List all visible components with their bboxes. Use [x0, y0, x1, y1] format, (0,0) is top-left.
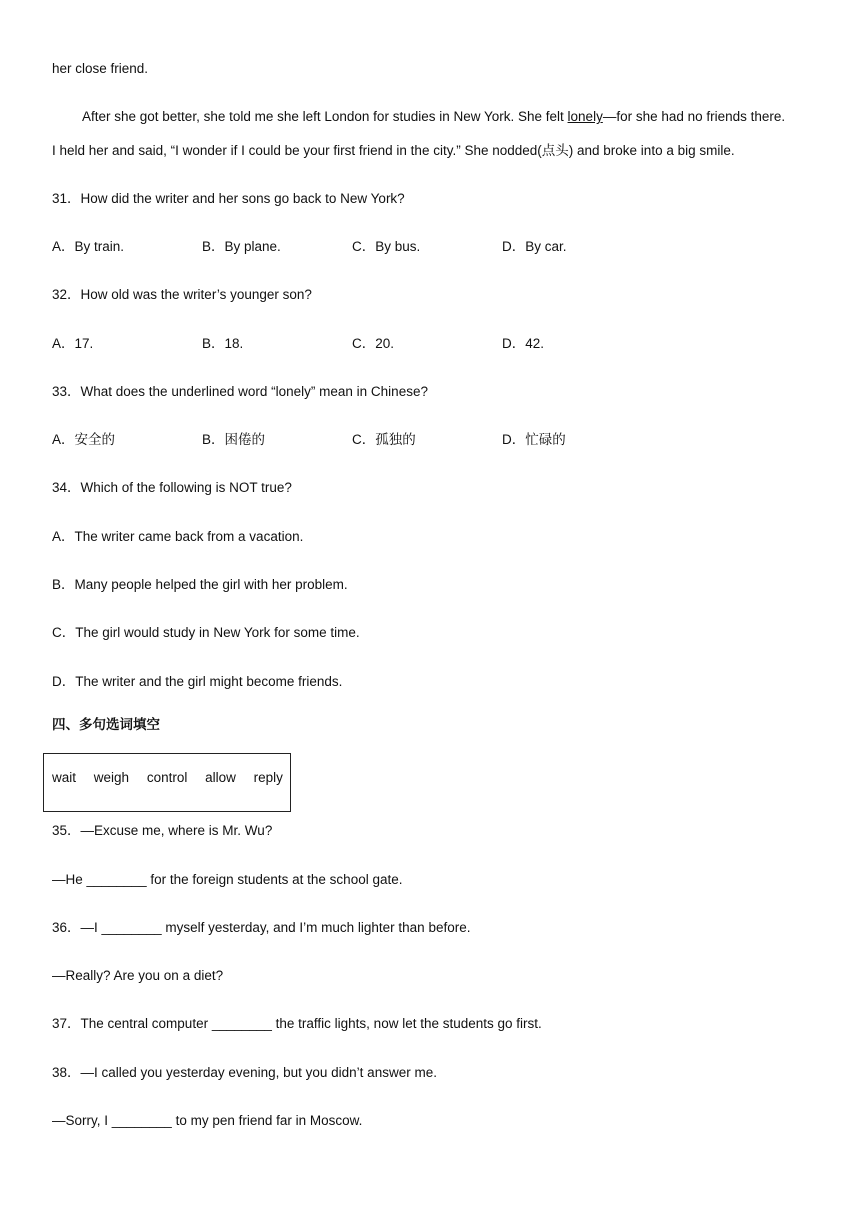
question-37: 37．The central computer ________ the traffic lights, now let the students go first. — [52, 1016, 542, 1031]
option-a: A．安全的 — [52, 432, 116, 447]
question-35: 35．—Excuse me, where is Mr. Wu? — [52, 823, 273, 838]
passage-line-3: I held her and said, “I wonder if I could be your first friend in the city.” She nodded(点头) and broke into a big smile. — [52, 143, 735, 158]
question-36-reply: —Really? Are you on a diet? — [52, 968, 224, 983]
passage-line-2-post: —for she had no friends there. — [602, 109, 786, 124]
option-d: D．忙碌的 — [502, 432, 566, 447]
question-33-options — [52, 430, 672, 450]
passage-line-2 — [82, 107, 785, 127]
question-31: 31．How did the writer and her sons go back to New York? — [52, 191, 405, 206]
option-b: B．Many people helped the girl with her problem. — [52, 577, 348, 592]
passage-line-2-pre: After she got better, she told me she left London for studies in New York. She felt — [82, 109, 568, 124]
question-35-reply: —He ________ for the foreign students at the school gate. — [52, 872, 403, 887]
section-heading: 四、多句选词填空 — [52, 717, 160, 733]
word-item: allow — [205, 770, 236, 785]
word-item: control — [146, 770, 188, 785]
word-item: weigh — [93, 770, 130, 785]
option-c: C．20. — [352, 336, 395, 351]
option-c: C．By bus. — [352, 239, 421, 254]
question-34: 34．Which of the following is NOT true? — [52, 480, 292, 495]
option-d: D．42. — [502, 336, 545, 351]
question-33: 33．What does the underlined word “lonely” mean in Chinese? — [52, 384, 428, 399]
question-32: 32．How old was the writer’s younger son? — [52, 287, 312, 302]
option-b: B．By plane. — [202, 239, 281, 254]
option-b: B．18. — [202, 336, 244, 351]
question-38-reply: —Sorry, I ________ to my pen friend far in Moscow. — [52, 1113, 363, 1128]
word-item: wait — [52, 770, 77, 785]
question-36: 36．—I ________ myself yesterday, and I’m much lighter than before. — [52, 920, 471, 935]
question-32-options — [52, 334, 672, 354]
option-c: C．孤独的 — [352, 432, 416, 447]
option-a: A．The writer came back from a vacation. — [52, 529, 304, 544]
word-item: reply — [253, 770, 283, 785]
word-list — [52, 768, 283, 788]
option-d: D．The writer and the girl might become friends. — [52, 674, 343, 689]
word-box — [43, 753, 291, 812]
question-38: 38．—I called you yesterday evening, but you didn’t answer me. — [52, 1065, 437, 1080]
option-b: B．困倦的 — [202, 432, 266, 447]
option-d: D．By car. — [502, 239, 567, 254]
option-a: A．By train. — [52, 239, 125, 254]
question-31-options — [52, 237, 672, 257]
option-a: A．17. — [52, 336, 94, 351]
passage-line-1: her close friend. — [52, 61, 149, 76]
option-c: C．The girl would study in New York for some time. — [52, 625, 360, 640]
underlined-word-lonely: lonely — [567, 109, 603, 124]
